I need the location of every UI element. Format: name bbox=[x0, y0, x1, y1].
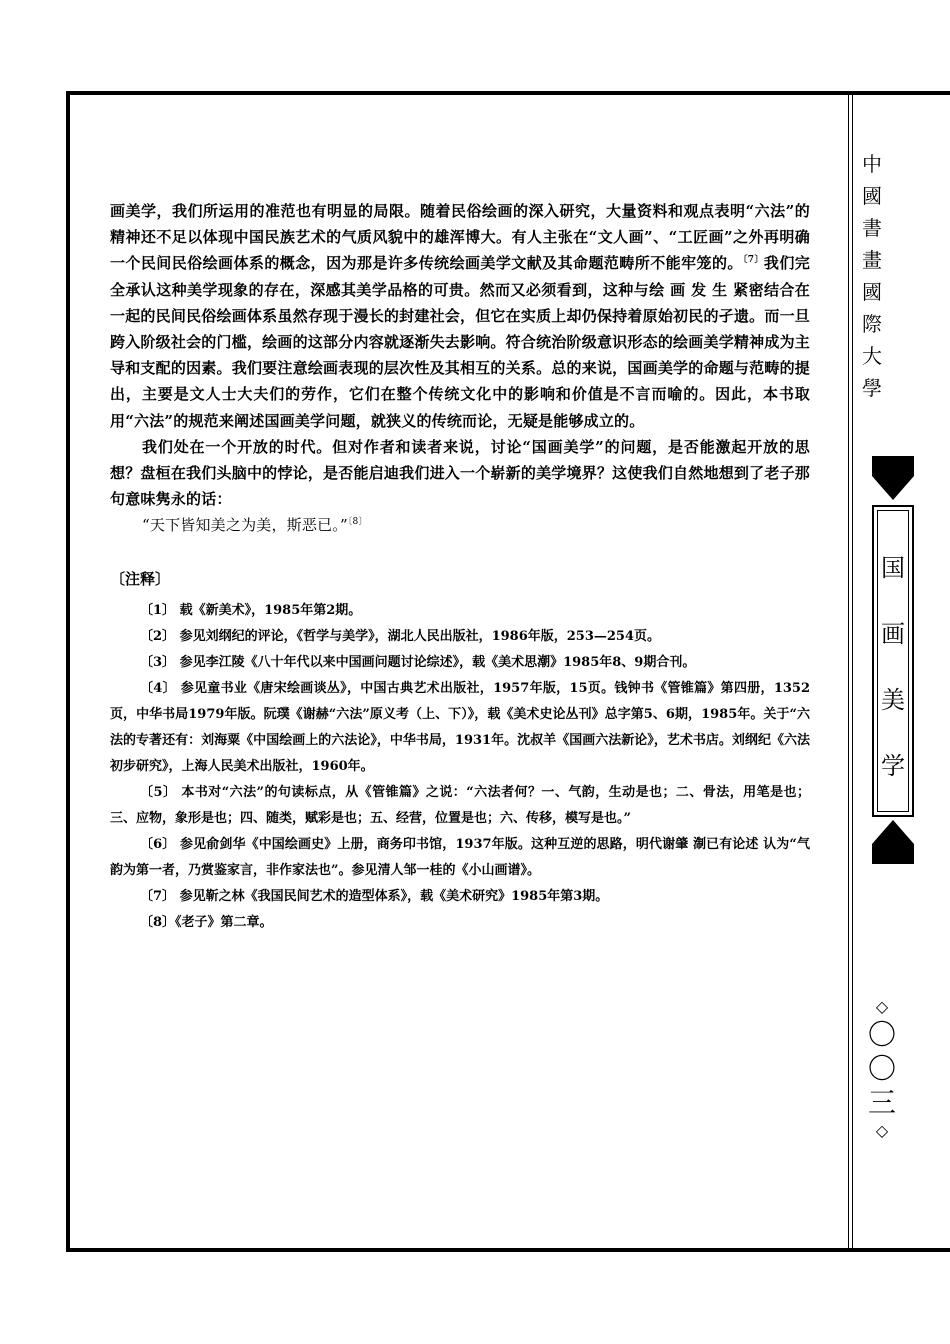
page-number-vertical bbox=[862, 996, 902, 1142]
paragraph: 我们处在一个开放的时代。但对作者和读者来说，讨论“国画美学”的问题，是否能激起开放的思想？盘桓在我们头脑中的悖论，是否能启迪我们进入一个崭新的美学境界？这使我们自然地想到了老子那句意味隽永的话： bbox=[110, 437, 810, 509]
note-item: 〔2〕 参见刘纲纪的评论，《哲学与美学》，湖北人民出版社，1986年版，253—254页。 bbox=[140, 629, 661, 644]
school-char: 書 bbox=[862, 216, 882, 240]
school-char: 畫 bbox=[862, 248, 882, 272]
sidebar-divider-inner bbox=[852, 95, 853, 1248]
book-title-char: 国 bbox=[881, 554, 905, 582]
notes-title: 〔注释〕 bbox=[110, 570, 171, 588]
school-name-vertical bbox=[860, 148, 884, 404]
school-char: 國 bbox=[862, 184, 882, 208]
school-char: 國 bbox=[862, 280, 882, 304]
frame-left-border bbox=[66, 91, 70, 1252]
school-char: 學 bbox=[862, 376, 882, 400]
school-char: 際 bbox=[862, 312, 882, 336]
book-title-char: 学 bbox=[881, 752, 905, 780]
book-title-vertical bbox=[872, 535, 914, 799]
note-item: 〔3〕 参见李江陵《八十年代以来中国画问题讨论综述》，载《美术思潮》1985年8、9期合刊。 bbox=[140, 655, 696, 670]
note-item: 〔6〕 参见俞剑华《中国绘画史》上册，商务印书馆，1937年版。这种互逆的思路，明代谢肇 淛已有论述 认为“气韵为第一者，乃赏鉴家言，非作家法也”。参见清人邹一桂的《小山画谱》。 bbox=[110, 837, 810, 878]
quotation-text: “天下皆知美之为美，斯恶已。” bbox=[142, 516, 348, 535]
paragraph bbox=[110, 198, 810, 434]
note-item: 〔8〕《老子》第二章。 bbox=[140, 915, 273, 930]
diamond-icon: ◇ bbox=[875, 997, 889, 1016]
school-char: 中 bbox=[862, 152, 882, 176]
cartouche-top-point bbox=[872, 476, 914, 500]
book-title-char: 美 bbox=[881, 686, 905, 714]
footnote-ref: 〔7〕 bbox=[742, 255, 764, 266]
paragraph-text: 我们完全承认这种美学现象的存在，深感其美学品格的可贵。然而又必须看到，这种与绘 画 发 生 紧密结合在一起的民间民俗绘画体系虽然存现于漫长的封建社会，但它在实质上却仍保持着原始初民的孑遗。而一旦跨入阶级社会的门槛，绘画的这部分内容就逐渐失去影响。符合统治阶级意识形态的绘画美学精神成为主导和支配的因素。我们要注意绘画表现的层次性及其相互的关系。总的来说，国画美学的命题与范畴的提出，主要是文人士大夫们的劳作，它们在整个传统文化中的影响和价值是不言而喻的。因此，本书取用“六法”的规范来阐述国画美学问题，就狭义的传统而论，无疑是能够成立的。 bbox=[110, 254, 810, 430]
page-number-char: 〇 bbox=[867, 1052, 896, 1085]
sidebar-divider bbox=[848, 95, 849, 1248]
note-item: 〔4〕 参见童书业《唐宋绘画谈丛》，中国古典艺术出版社，1957年版，15页。钱钟书《管锥篇》第四册，1352页，中华书局1979年版。阮璞《谢赫“六法”原义考（上、下）》，载《美术史论丛刊》总字第5、6期，1985年。关于“六法的专著还有：刘海粟《中国绘画上的六法论》，中华书局，1931年。沈叔羊《国画六法新论》，艺术书店。刘纲纪《六法初步研究》，上海人民美术出版社，1960年。 bbox=[110, 681, 810, 774]
main-text bbox=[110, 198, 810, 539]
cartouche-bottom-point bbox=[872, 820, 914, 844]
cartouche-bottom-bar bbox=[872, 844, 914, 864]
note-item: 〔1〕 载《新美术》，1985年第2期。 bbox=[140, 603, 362, 618]
note-item: 〔7〕 参见靳之林《我国民间艺术的造型体系》，载《美术研究》1985年第3期。 bbox=[140, 889, 609, 904]
paragraph-text: 画美学，我们所运用的准范也有明显的局限。随着民俗绘画的深入研究，大量资料和观点表明“六法”的精神还不足以体现中国民族艺术的气质风貌中的雄浑博大。有人主张在“文人画”、“工匠画”之外再明确一个民间民俗绘画体系的概念，因为那是许多传统绘画美学文献及其命题范畴所不能牢笼的。 bbox=[110, 202, 810, 273]
note-item: 〔5〕 本书对“六法”的句读标点，从《管锥篇》之说：“六法者何？一、气韵，生动是也；二、骨法，用笔是也；三、应物，象形是也；四、随类，赋彩是也；五、经营，位置是也；六、传移，模写是也。” bbox=[110, 785, 810, 826]
footnote-ref: 〔8〕 bbox=[347, 517, 368, 528]
cartouche-top-bar bbox=[872, 456, 914, 476]
notes-list bbox=[110, 598, 810, 936]
quotation bbox=[110, 512, 810, 538]
book-title-char: 画 bbox=[881, 620, 905, 648]
page-number-char: 三 bbox=[867, 1086, 896, 1119]
diamond-icon: ◇ bbox=[875, 1121, 889, 1140]
frame-top-border bbox=[66, 91, 950, 95]
frame-bottom-border bbox=[66, 1248, 950, 1252]
page-number-char: 〇 bbox=[867, 1018, 896, 1051]
school-char: 大 bbox=[862, 344, 882, 368]
